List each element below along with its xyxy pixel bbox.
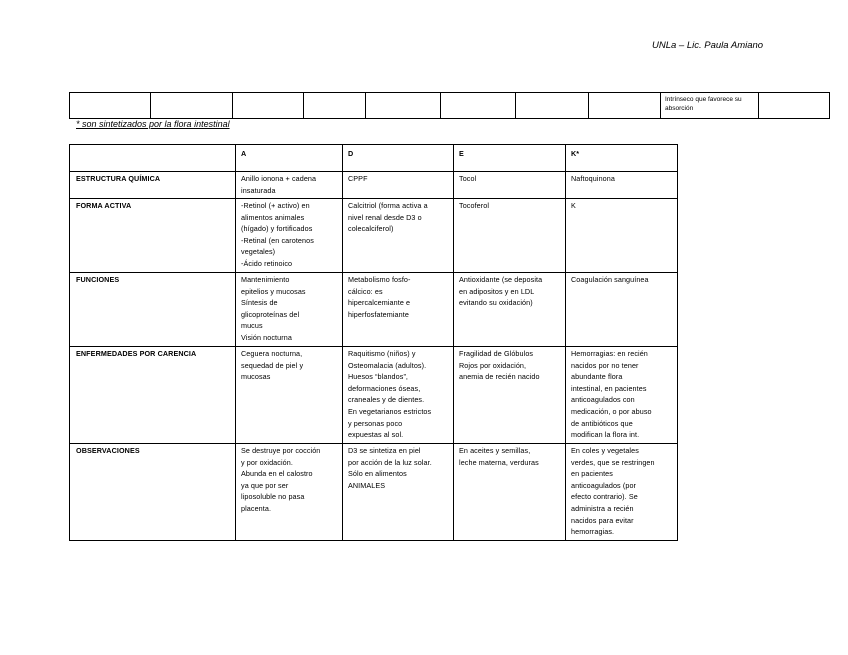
cell-line: Hemorragias: en recién <box>571 349 648 358</box>
cell-line: Síntesis de <box>241 298 278 308</box>
table-cell <box>454 347 566 444</box>
cell-line: (hígado) y fortificados <box>241 224 313 234</box>
table-cell <box>454 273 566 347</box>
table-cell <box>343 199 454 273</box>
cell-line: Visión nocturna <box>241 332 292 342</box>
cell-line: Coagulación sanguínea <box>571 275 649 284</box>
table-cell <box>454 199 566 273</box>
cell-line: ANIMALES <box>348 480 386 490</box>
footnote: * son sintetizados por la flora intestinal <box>76 119 230 129</box>
cell-line: leche materna, verduras <box>459 457 539 467</box>
cell-line: -Ácido retinoico <box>241 258 293 268</box>
cell-line: liposoluble no pasa <box>241 492 305 502</box>
table-cell <box>233 93 304 119</box>
cell-line: insaturada <box>241 185 276 195</box>
table-row <box>70 347 678 444</box>
header-cell-blank <box>70 145 236 172</box>
table-row <box>70 172 678 199</box>
header-cell-e: E <box>454 145 566 172</box>
cell-line: sequedad de piel y <box>241 360 304 370</box>
cell-line: de antibióticos que <box>571 418 633 428</box>
table-row <box>70 93 830 119</box>
cell-line: colecalciferol) <box>348 224 394 234</box>
cell-line: Anillo ionona + cadena <box>241 174 317 183</box>
cell-line: En coles y vegetales <box>571 446 639 455</box>
cell-line: K <box>571 201 576 210</box>
cell-line: Calcitriol (forma activa a <box>348 201 428 210</box>
cell-line: hipercalcemiante e <box>348 298 411 308</box>
table-cell <box>566 444 678 541</box>
cell-line: Se destruye por cocción <box>241 446 321 455</box>
table-row <box>70 273 678 347</box>
row-label: FORMA ACTIVA <box>70 199 236 273</box>
cell-line: hiperfosfatemiante <box>348 309 409 319</box>
table-cell <box>304 93 366 119</box>
cell-line: Tocoferol <box>459 201 490 210</box>
cell-line: en adipositos y en LDL <box>459 286 535 296</box>
table-cell <box>516 93 589 119</box>
table-cell <box>454 172 566 199</box>
table-cell <box>759 93 830 119</box>
cell-line: Metabolismo fosfo- <box>348 275 411 284</box>
cell-line: hemorragias. <box>571 527 615 537</box>
table-cell: Intrínseco que favorece su absorción <box>661 93 759 119</box>
cell-line: En aceites y semillas, <box>459 446 531 455</box>
cell-line: en pacientes <box>571 469 613 479</box>
cell-line: -Retinol (+ activo) en <box>241 201 310 210</box>
cell-line: En vegetarianos estrictos <box>348 406 432 416</box>
row-label: OBSERVACIONES <box>70 444 236 541</box>
cell-line: Naftoquinona <box>571 174 615 183</box>
cell-line: -Retinal (en carotenos <box>241 235 314 245</box>
cell-line: Osteomalacia (adultos). <box>348 360 427 370</box>
table-header-row <box>70 145 678 172</box>
table-cell <box>454 444 566 541</box>
cell-line: intestinal, en pacientes <box>571 383 647 393</box>
table-cell <box>566 199 678 273</box>
cell-line: alimentos animales <box>241 212 305 222</box>
cell-line: D3 se sintetiza en piel <box>348 446 421 455</box>
cell-line: Huesos “blandos”, <box>348 372 409 382</box>
cell-line: Rojos por oxidación, <box>459 360 527 370</box>
header-cell-a: A <box>236 145 343 172</box>
table-cell <box>70 93 151 119</box>
cell-line: craneales y de dientes. <box>348 395 425 405</box>
cell-line: mucosas <box>241 372 271 382</box>
table-cell <box>151 93 233 119</box>
cell-line: ya que por ser <box>241 480 289 490</box>
table-cell <box>236 444 343 541</box>
cell-line: y personas poco <box>348 418 403 428</box>
row-label: ENFERMEDADES POR CARENCIA <box>70 347 236 444</box>
header-cell-d: D <box>343 145 454 172</box>
table-cell <box>236 199 343 273</box>
cell-line: nivel renal desde D3 o <box>348 212 422 222</box>
row-label: FUNCIONES <box>70 273 236 347</box>
cell-line: mucus <box>241 321 263 331</box>
row-label: ESTRUCTURA QUÍMICA <box>70 172 236 199</box>
cell-line: Antioxidante (se deposita <box>459 275 543 284</box>
cell-line: Raquitismo (niños) y <box>348 349 416 358</box>
table-row <box>70 199 678 273</box>
table-row <box>70 444 678 541</box>
cell-line: epitelios y mucosas <box>241 286 306 296</box>
table-cell <box>566 347 678 444</box>
cell-line: anemia de recién nacido <box>459 372 540 382</box>
cell-line: Mantenimiento <box>241 275 290 284</box>
page-header: UNLa – Lic. Paula Amiano <box>652 40 764 51</box>
table-cell <box>343 172 454 199</box>
table-cell <box>366 93 441 119</box>
cell-line: Abunda en el calostro <box>241 469 313 479</box>
cell-line: nacidos por no tener <box>571 360 639 370</box>
cell-line: vegetales) <box>241 247 276 257</box>
table-cell <box>566 273 678 347</box>
cell-line: anticoagulados con <box>571 395 635 405</box>
cell-line: expuestas al sol. <box>348 430 404 440</box>
vitamins-table <box>69 144 678 541</box>
cell-line: Ceguera nocturna, <box>241 349 303 358</box>
cell-line: Tocol <box>459 174 477 183</box>
cell-line: y por oxidación. <box>241 457 293 467</box>
cell-line: por acción de la luz solar. <box>348 457 432 467</box>
cell-line: placenta. <box>241 503 272 513</box>
cell-line: abundante flora <box>571 372 623 382</box>
table-cell <box>441 93 516 119</box>
table-cell <box>343 444 454 541</box>
table-cell <box>236 172 343 199</box>
cell-line: cálcico: es <box>348 286 383 296</box>
cell-line: nacidos para evitar <box>571 515 634 525</box>
cell-line: Fragilidad de Glóbulos <box>459 349 534 358</box>
cell-line: efecto contrario). Se <box>571 492 638 502</box>
cell-line: CPPF <box>348 174 368 183</box>
cell-line: deformaciones óseas, <box>348 383 421 393</box>
table-cell <box>589 93 661 119</box>
table-cell <box>236 273 343 347</box>
table-cell <box>566 172 678 199</box>
cell-line: administra a recién <box>571 503 634 513</box>
cell-line: evitando su oxidación) <box>459 298 533 308</box>
table-cell <box>343 347 454 444</box>
cell-line: Sólo en alimentos <box>348 469 407 479</box>
cell-line: anticoagulados (por <box>571 480 637 490</box>
previous-table-fragment <box>69 92 830 119</box>
cell-line: glicoproteínas del <box>241 309 300 319</box>
table-cell <box>236 347 343 444</box>
cell-line: medicación, o por abuso <box>571 406 652 416</box>
table-cell <box>343 273 454 347</box>
header-cell-k: K* <box>566 145 678 172</box>
cell-line: modifican la flora int. <box>571 430 640 440</box>
cell-line: verdes, que se restringen <box>571 457 655 467</box>
